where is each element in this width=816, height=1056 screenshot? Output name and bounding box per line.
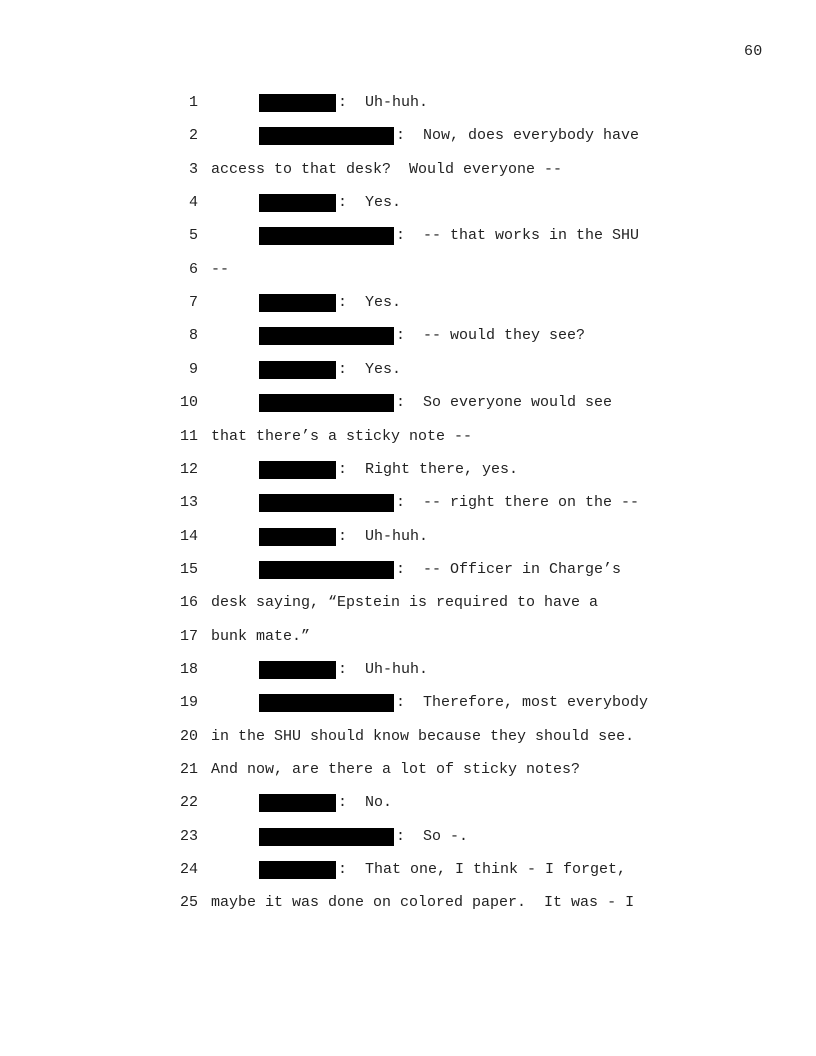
line-text: : -- would they see? xyxy=(396,327,586,345)
transcript-line xyxy=(0,793,816,813)
line-number: 6 xyxy=(188,260,198,278)
line-text: And now, are there a lot of sticky notes? xyxy=(211,761,581,778)
transcript-line xyxy=(0,360,816,380)
redacted-speaker-name xyxy=(259,828,394,846)
transcript-line xyxy=(0,560,816,580)
redacted-speaker-name xyxy=(259,361,336,379)
transcript-line xyxy=(0,593,816,613)
transcript-line xyxy=(0,727,816,747)
line-number: 4 xyxy=(188,194,198,212)
line-text: : -- Officer in Charge’s xyxy=(396,560,622,578)
redacted-speaker-name xyxy=(259,494,394,512)
line-text: access to that desk? Would everyone -- xyxy=(211,160,563,178)
page-number: 60 xyxy=(744,43,763,60)
line-number: 21 xyxy=(179,761,198,778)
line-number: 8 xyxy=(188,327,198,345)
line-text: : -- right there on the -- xyxy=(396,494,640,512)
redacted-speaker-name xyxy=(259,294,336,312)
transcript-line xyxy=(0,160,816,180)
line-text: : Therefore, most everybody xyxy=(396,694,649,712)
transcript-line xyxy=(0,627,816,647)
line-number: 3 xyxy=(188,160,198,178)
line-number: 17 xyxy=(179,627,198,645)
line-text: : That one, I think - I forget, xyxy=(338,861,627,879)
transcript-line xyxy=(0,293,816,313)
line-number: 12 xyxy=(179,460,198,478)
transcript-line xyxy=(0,860,816,880)
line-number: 18 xyxy=(179,660,198,678)
line-text: : Uh-huh. xyxy=(338,660,429,678)
line-text: : Yes. xyxy=(338,360,402,378)
line-text: : Yes. xyxy=(338,294,402,312)
redacted-speaker-name xyxy=(259,127,394,145)
redacted-speaker-name xyxy=(259,661,336,679)
line-text: : -- that works in the SHU xyxy=(396,227,640,245)
line-number: 9 xyxy=(188,360,198,378)
transcript-line xyxy=(0,93,816,113)
redacted-speaker-name xyxy=(259,94,336,112)
transcript-line xyxy=(0,660,816,680)
redacted-speaker-name xyxy=(259,194,336,212)
line-text: : Now, does everybody have xyxy=(396,127,640,145)
redacted-speaker-name xyxy=(259,394,394,412)
redacted-speaker-name xyxy=(259,561,394,579)
line-number: 11 xyxy=(179,427,198,445)
line-text: : Right there, yes. xyxy=(338,460,519,478)
line-number: 25 xyxy=(179,894,198,912)
transcript-line xyxy=(0,760,816,780)
line-number: 19 xyxy=(179,694,198,712)
redacted-speaker-name xyxy=(259,227,394,245)
redacted-speaker-name xyxy=(259,794,336,812)
transcript-line xyxy=(0,493,816,513)
line-text: : So everyone would see xyxy=(396,394,613,412)
redacted-speaker-name xyxy=(259,327,394,345)
line-number: 24 xyxy=(179,861,198,879)
redacted-speaker-name xyxy=(259,528,336,546)
transcript-line xyxy=(0,460,816,480)
transcript-line xyxy=(0,193,816,213)
line-number: 7 xyxy=(188,294,198,312)
line-number: 5 xyxy=(188,227,198,245)
line-number: 15 xyxy=(179,560,198,578)
transcript-line xyxy=(0,126,816,146)
transcript-line xyxy=(0,527,816,547)
line-number: 20 xyxy=(179,727,198,745)
transcript-line xyxy=(0,693,816,713)
transcript-line xyxy=(0,260,816,280)
line-text: : Uh-huh. xyxy=(338,527,429,545)
line-number: 16 xyxy=(179,594,198,612)
line-text: : So -. xyxy=(396,827,469,845)
line-text: that there’s a sticky note -- xyxy=(211,427,473,445)
line-text: : Uh-huh. xyxy=(338,94,429,111)
transcript-line xyxy=(0,427,816,447)
line-number: 22 xyxy=(179,794,198,812)
line-text: -- xyxy=(211,260,230,278)
line-text: desk saying, “Epstein is required to have a xyxy=(211,594,599,612)
redacted-speaker-name xyxy=(259,461,336,479)
line-text: in the SHU should know because they should see. xyxy=(211,727,635,745)
line-number: 14 xyxy=(179,527,198,545)
line-text: maybe it was done on colored paper. It was - I xyxy=(211,894,635,912)
transcript-line xyxy=(0,226,816,246)
transcript-line xyxy=(0,827,816,847)
redacted-speaker-name xyxy=(259,694,394,712)
line-text: : Yes. xyxy=(338,194,402,212)
transcript-line xyxy=(0,393,816,413)
line-text: : No. xyxy=(338,794,393,812)
line-number: 2 xyxy=(188,127,198,145)
transcript-line xyxy=(0,893,816,913)
line-number: 10 xyxy=(179,394,198,412)
transcript-line xyxy=(0,326,816,346)
line-number: 23 xyxy=(179,827,198,845)
line-text: bunk mate.” xyxy=(211,627,311,645)
line-number: 13 xyxy=(179,494,198,512)
redacted-speaker-name xyxy=(259,861,336,879)
line-number: 1 xyxy=(188,94,198,111)
